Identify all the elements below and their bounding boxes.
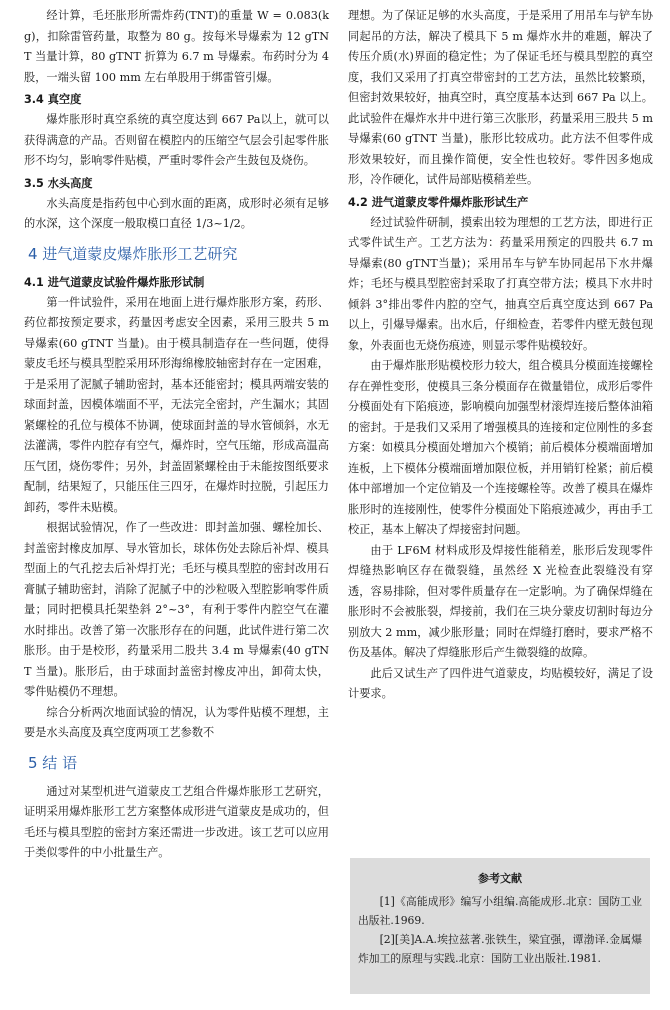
paragraph-improvements: 根据试验情况，作了一些改进：即封盖加强、螺栓加长、封盖密封橡皮加厚、导水管加长，球体伤处去除后补焊、模具型面上的气孔挖去后补焊打光；毛坯与模具型腔的密封改用石膏腻子辅助密封，消除了泥腻子中的沙粒吸入型腔影响零件质量；同时把模具托架垫斜 2°~3°，有利于零件内腔空气在灌水时排出。改善了第一次胀形存在的问题，此试件进行第二次胀形。由于是校形，药量采用二股共 3.4 m 导爆索(40 gTNT 当量)。胀形后，由于球面封盖密封橡皮冲出，卸荷太快，零件贴模仍不理想。 — [24, 521, 329, 698]
paragraph-production-method: 经过试验件研制，摸索出较为理想的工艺方法，即进行正式零件试生产。工艺方法为：药量采用预定的四股共 6.7 m 导爆索(80 gTNT当量)；采用吊车与铲车协同起吊下水井爆炸；毛坯与模具型腔密封采取了打真空带方法；模具下水井时倾斜 3°排出零件内腔的空气，抽真空后真空度达到 667 Pa 以上，引爆导爆索。出水后，仔细检查，若零件内壁无鼓包现象，外表面也无烧伤痕迹，则显示零件贴模较好。 — [348, 215, 653, 352]
references-title: 参考文献 — [478, 872, 522, 885]
paragraph-formula-result: 经计算，毛坯胀形所需炸药(TNT)的重量 W = 0.083(kg)，扣除雷管药量，取整为 80 g。按每米导爆索为 12 gTNT 当量计算，80 gTNT 折算为 6.7 m 导爆索。布药时分为 4 股，一端头留 100 mm 左右单股用于绑雷管引爆。 — [24, 9, 329, 84]
subsection-3-5-title: 3.5 水头高度 — [24, 176, 93, 190]
paragraph-third-trial: 理想。为了保证足够的水头高度，于是采用了用吊车与铲车协同起吊的方法，解决了模具下 5 m 爆炸水井的难题，解决了传压介质(水)界面的稳定性；为了保证毛坯与模具型腔的真空度，我们又采用了打真空带密封的工艺方法，虽然比较繁琐，但密封效果较好，抽真空时，真空度基本达到 667 Pa 以上。此试验件在爆炸水井中进行第三次胀形，药量采用三股共 5 m 导爆索(60 gTNT 当量)，胀形比较成功。此方法不但零件成形效果较好，而且操作简便，安全性也较好。零件因多炮成形，冷作硬化，试件局部贴模稍差些。 — [348, 9, 653, 186]
section-5-title: 5 结 语 — [28, 753, 78, 772]
paragraph-vacuum: 爆炸胀形时真空系统的真空度达到 667 Pa以上，就可以获得满意的产品。否则留在模腔内的压缩空气层会引起零件胀形不均匀，影响零件贴模，严重时零件会产生鼓包及烧伤。 — [24, 113, 329, 167]
subsection-3-4-title: 3.4 真空度 — [24, 93, 82, 106]
right-column — [348, 6, 653, 705]
paragraph-weld-cracks: 由于 LF6M 材料成形及焊接性能稍差，胀形后发现零件焊缝热影响区存在微裂缝，虽然经 X 光检查此裂缝没有穿透，容易排除，但对零件质量存在一定影响。为了确保焊缝在胀形时不会被胀裂，焊接前，我们在三块分蒙皮切割时每边分别放大 2 mm，减少胀形量；同时在焊缝打磨时，要求严格不伤及基体。解决了焊缝胀形后产生微裂缝的故障。 — [348, 543, 653, 659]
references-box — [350, 858, 650, 994]
subsection-4-2-title: 4.2 进气道蒙皮零件爆炸胀形试生产 — [348, 195, 529, 209]
paragraph-first-trial: 第一件试验件，采用在地面上进行爆炸胀形方案，药形、药位都按预定要求，药量因考虑安全因素，采用三股共 5 m 导爆索(60 gTNT 当量)。由于模具制造存在一些问题，使得蒙皮毛坯与模具型腔采用环形海绵橡胶轴密封存在一定困难，于是采用了泥腻子辅助密封，基本还能密封；模具两端安装的球面封盖，因模体端面不平，无法完全密封，产生漏水；其固紧螺栓的孔位与模体不协调，使球面封盖的导水管倾斜，水无法灌满，零件内腔存有空气，爆炸时，空气压缩，形成高温高压气团，烧伤零件；另外，封盖固紧螺栓由于未能按图纸要求配制，结果短了，只能压住三四牙，在爆炸时拉脱，引起压力卸药，零件未贴模。 — [24, 295, 329, 514]
paragraph-water-head: 水头高度是指药包中心到水面的距离，成形时必须有足够的水深，这个深度一般取模口直径 1/3~1/2。 — [24, 196, 329, 230]
reference-item: [2][美]A.A.埃拉兹著.张铁生，梁宜强，谭渤译.金属爆炸加工的原理与实践.北京：国防工业出版社.1981. — [358, 933, 642, 965]
paragraph-die-rigidity: 由于爆炸胀形贴模校形力较大，组合模具分模面连接螺栓存在弹性变形，使模具三条分模面存在微量错位，成形后零件分模面处有下陷痕迹，影响模向加强型材滚焊连接后整体油箱的密封。于是我们又采用了增强模具的连接和定位刚性的多套方案：如模具分模面处增加六个模销；前后模体分模端面增加连板，上下模体分模端面增加限位板，并用销钉栓紧；前后模体中部增加一个定位销及一个连接螺栓等。改善了模具在爆炸胀形时的连接刚性，使零件分模面处下陷痕迹减少，再由手工校正，基本上解决了焊接密封问题。 — [348, 359, 653, 536]
paragraph-analysis: 综合分析两次地面试验的情况，认为零件贴模不理想，主要是水头高度及真空度两项工艺参数不 — [24, 705, 329, 739]
paragraph-trial-production: 此后又试生产了四件进气道蒙皮，均贴模较好，满足了设计要求。 — [348, 666, 653, 700]
subsection-4-1-title: 4.1 进气道蒙皮试验件爆炸胀形试制 — [24, 275, 205, 289]
left-column — [24, 6, 329, 864]
reference-item: [1]《高能成形》编写小组编.高能成形.北京：国防工业出版社.1969. — [358, 895, 642, 927]
paragraph-conclusion: 通过对某型机进气道蒙皮工艺组合件爆炸胀形工艺研究，证明采用爆炸胀形工艺方案整体成形进气道蒙皮是成功的，但毛坯与模具型腔的密封方案还需进一步改进。该工艺可以应用于类似零件的中小批量生产。 — [24, 784, 329, 859]
section-4-title: 4 进气道蒙皮爆炸胀形工艺研究 — [28, 244, 238, 263]
